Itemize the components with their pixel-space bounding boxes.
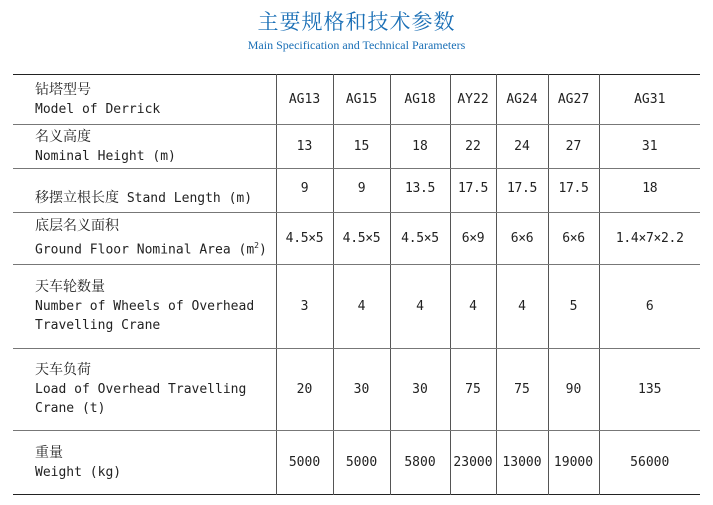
table-row-wheels	[13, 265, 700, 349]
value-cell: 6×9	[450, 213, 496, 265]
value-cell: 18	[599, 169, 700, 213]
table-row-weight	[13, 431, 700, 495]
table-row-ground-area	[13, 213, 700, 265]
row-label	[13, 213, 276, 265]
model-cell: AG27	[548, 75, 599, 125]
row-label	[13, 169, 276, 213]
specification-table	[13, 74, 700, 495]
row-label-en: Nominal Height (m)	[35, 148, 176, 164]
row-label-cn: 底层名义面积	[35, 218, 119, 235]
value-cell: 18	[390, 125, 450, 169]
value-cell: 24	[496, 125, 548, 169]
value-cell: 75	[496, 349, 548, 431]
value-cell: 13000	[496, 431, 548, 495]
value-cell: 6	[599, 265, 700, 349]
value-cell: 23000	[450, 431, 496, 495]
row-label-en: Ground Floor Nominal Area $(m^2)$	[35, 241, 267, 258]
row-label-cn: 天车轮数量	[35, 279, 105, 295]
model-cell: AY22	[450, 75, 496, 125]
model-cell: AG15	[333, 75, 390, 125]
model-cell: AG31	[599, 75, 700, 125]
table-row-model	[13, 75, 700, 125]
value-cell: 135	[599, 349, 700, 431]
model-cell: AG13	[276, 75, 333, 125]
value-cell: 5000	[333, 431, 390, 495]
value-cell: 30	[390, 349, 450, 431]
row-label-cn: 移摆立根长度	[35, 190, 119, 206]
row-label-en: Weight (kg)	[35, 464, 122, 480]
value-cell: 6×6	[496, 213, 548, 265]
row-label-cn: 钻塔型号	[35, 81, 91, 98]
value-cell: 31	[599, 125, 700, 169]
value-cell: 19000	[548, 431, 599, 495]
value-cell: 9	[333, 169, 390, 213]
value-cell: 27	[548, 125, 599, 169]
row-label-en: Model of Derrick	[35, 101, 161, 117]
row-label-cn: 天车负荷	[35, 362, 91, 378]
page-title: 主要规格和技术参数	[257, 10, 456, 34]
row-label	[13, 349, 276, 431]
value-cell: 20	[276, 349, 333, 431]
value-cell: 6×6	[548, 213, 599, 265]
value-cell: 13	[276, 125, 333, 169]
value-cell: 4	[496, 265, 548, 349]
page-subtitle: Main Specification and Technical Parameters	[247, 38, 466, 52]
table-row-crane-load	[13, 349, 700, 431]
value-cell: 17.5	[496, 169, 548, 213]
row-label	[13, 75, 276, 125]
row-label	[13, 125, 276, 169]
value-cell: 5	[548, 265, 599, 349]
row-label	[13, 265, 276, 349]
value-cell: 75	[450, 349, 496, 431]
row-label-en: Stand Length (m)	[126, 191, 253, 206]
value-cell: 30	[333, 349, 390, 431]
value-cell: 22	[450, 125, 496, 169]
value-cell: 15	[333, 125, 390, 169]
value-cell: 4	[390, 265, 450, 349]
table-row-stand-length	[13, 169, 700, 213]
value-cell: 3	[276, 265, 333, 349]
value-cell: 17.5	[450, 169, 496, 213]
model-cell: AG18	[390, 75, 450, 125]
row-label-en: Number of Wheels of Overhead Travelling Crane	[35, 299, 255, 333]
table-row-nominal-height	[13, 125, 700, 169]
value-cell: 13.5	[390, 169, 450, 213]
row-label-en: Load of Overhead Travelling Crane (t)	[35, 382, 247, 416]
value-cell: 4.5×5	[390, 213, 450, 265]
value-cell: 4	[450, 265, 496, 349]
row-label-cn: 重量	[35, 444, 63, 461]
value-cell: 56000	[630, 455, 670, 470]
value-cell: 9	[276, 169, 333, 213]
value-cell: 90	[548, 349, 599, 431]
value-cell: 17.5	[548, 169, 599, 213]
value-cell: 4	[333, 265, 390, 349]
row-label	[13, 431, 276, 495]
value-cell: 4.5×5	[333, 213, 390, 265]
model-cell: AG24	[496, 75, 548, 125]
value-cell: 4.5×5	[276, 213, 333, 265]
value-cell: 1.4×7×2.2	[599, 213, 700, 265]
value-cell: 5000	[276, 431, 333, 495]
value-cell: 5800	[390, 431, 450, 495]
row-label-cn: 名义高度	[35, 128, 91, 145]
